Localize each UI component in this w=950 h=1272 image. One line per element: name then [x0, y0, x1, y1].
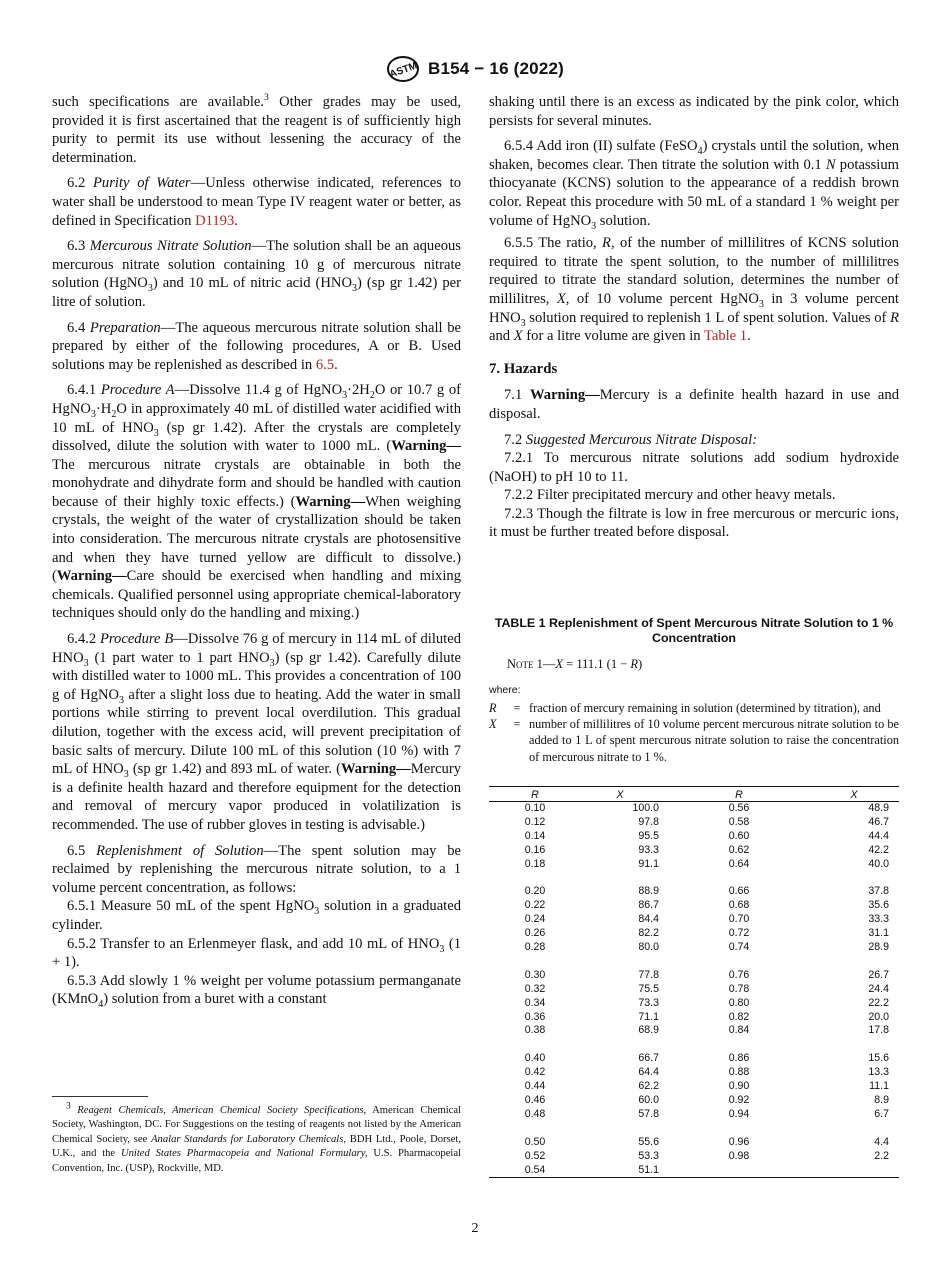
cell-x: 80.0 — [638, 941, 659, 954]
footnote-ref[interactable]: 3 — [264, 93, 269, 104]
header-r: R — [659, 787, 819, 802]
footnote-divider — [52, 1096, 148, 1097]
table-row — [489, 1136, 899, 1150]
cell-r: 0.72 — [728, 927, 750, 940]
cell-x: 17.8 — [868, 1024, 889, 1037]
cell-x: 97.8 — [638, 815, 659, 828]
table-row — [489, 1066, 899, 1080]
table-caption: TABLE 1 Replenishment of Spent Mercurous Nitrate Solution to 1 % Concentration — [494, 616, 894, 645]
section-7-heading: 7. Hazards — [489, 360, 558, 377]
cell-r: 0.78 — [728, 982, 750, 995]
table-row — [489, 802, 899, 816]
cell-r: 0.88 — [728, 1066, 750, 1079]
page-header — [0, 56, 950, 82]
cell-r: 0.48 — [524, 1107, 546, 1120]
table-row — [489, 1150, 899, 1164]
cell-r: 0.62 — [728, 843, 750, 856]
cell-x: 44.4 — [868, 829, 889, 842]
cell-r: 0.90 — [728, 1080, 750, 1093]
table-1-link[interactable]: Table 1 — [703, 328, 748, 345]
cell-x: 68.9 — [638, 1024, 659, 1037]
intro-paragraph: such specifications are available.$^3$ Other grades may be used, provided it is first ascertained that the reagent is of sufficiently high purity to permit its use without lessening the accuracy of the determination. — [52, 93, 461, 166]
cell-r: 0.22 — [524, 899, 546, 912]
table-row — [489, 885, 899, 899]
definition-x: X = number of millilitres of 10 volume percent mercurous nitrate solution to be added to 1 L of spent mercurous nitrate solution to raise the concentration of mercurous nitrate to 1 %. — [489, 717, 899, 764]
cell-x: 15.6 — [868, 1052, 889, 1065]
standard-designation: B154 − 16 (2022) — [428, 59, 564, 78]
cell-r: 0.46 — [524, 1093, 546, 1106]
section-6-5-3: 6.5.3 Add slowly 1 % weight per volume potassium permanganate (KMnO$_4$) solution from a buret with a constant — [52, 972, 461, 1011]
left-column — [52, 93, 461, 1009]
section-6-5-4: 6.5.4 Add iron (II) sulfate (FeSO$_4$) crystals until the solution, when shaken, becomes clear. Then titrate the solution with 0.1 N potassium thiocyanate (KCNS) solution to the appearance of a reddish brown color. Repeat this procedure with 50 mL of a standard 1 % weight per volume of HgNO$_3$ solution. — [489, 138, 899, 232]
cell-x: 53.3 — [638, 1149, 659, 1162]
table-row — [489, 1080, 899, 1094]
cell-r: 0.40 — [524, 1052, 546, 1065]
cell-r: 0.20 — [524, 885, 546, 898]
cell-x: 24.4 — [868, 982, 889, 995]
cell-r: 0.70 — [728, 913, 750, 926]
cell-x: 82.2 — [638, 927, 659, 940]
cell-x: 6.7 — [874, 1107, 889, 1120]
table-row — [489, 1094, 899, 1108]
cell-r: 0.16 — [524, 843, 546, 856]
group-spacer — [489, 955, 899, 969]
table-row — [489, 830, 899, 844]
replenishment-table — [489, 786, 899, 1178]
footnote: $^3$ Reagent Chemicals, American Chemical Society Specifications, American Chemical Society, Washington, DC. For Suggestions on the testing of reagents not listed by the American Chemical Society, see Analar Standards for Laboratory Chemicals, BDH Ltd., Poole, Dorset, U.K., and the United States Pharmacopeia and National Formulary, U.S. Pharmacopeial Convention, Inc. (USP), Rockville, MD. — [52, 1101, 461, 1174]
group-spacer — [489, 1122, 899, 1136]
d1193-link[interactable]: D1193 — [195, 212, 235, 229]
section-6-4-1: 6.4.1 Procedure A—Dissolve 11.4 g of $HgNO_3\cdot 2H_2O$ or 10.7 g of $HgNO_3\cdot H_2O$ in approximately 40 mL of distilled water acidified with 10 mL of $HNO_3$ (sp gr 1.42). After the crystals are completely dissolved, dilute the solution with water to 1000 mL. (Warning—The mercurous nitrate crystals are obtainable in both the monohydrate and dihydrate form and should be handled with caution because of their highly toxic effects.) (Warning—When weighing crystals, the weight of the water of crystallization should be taken into consideration. The mercurous nitrate crystals are photosensitive and when they have turned yellow are difficult to dissolve.) (Warning—Care should be exercised when handling and mixing chemicals. Qualified personnel using appropriate chemical-laboratory techniques should only do the handling and mixing.) — [52, 382, 461, 622]
cell-x: 75.5 — [638, 982, 659, 995]
table-note: Note 1—X = 111.1 (1 − R) — [507, 657, 643, 671]
table-row — [489, 1024, 899, 1038]
cell-r: 0.98 — [728, 1149, 750, 1162]
cell-x — [819, 1164, 899, 1178]
cell-x: 31.1 — [868, 927, 889, 940]
table-row — [489, 1011, 899, 1025]
cell-r: 0.24 — [524, 913, 546, 926]
cell-r: 0.30 — [524, 968, 546, 981]
spacer-cell — [489, 872, 899, 886]
header-r: R — [489, 787, 581, 802]
definition-r: R = fraction of mercury remaining in solution (determined by titration), and — [489, 701, 881, 715]
section-6-4-2: 6.4.2 Procedure B—Dissolve 76 g of mercury in 114 mL of diluted $HNO_3$ (1 part water to 1 part $HNO_3$) (sp gr 1.42). Carefully dilute with distilled water to 1000 mL. This provides a concentration of 100 g of HgNO$_3$ after a slight loss due to heating. Add the water in small portions while stirring to prevent local overdilution. This gradual dilution, together with the excess acid, will prevent precipitation of basic salts of mercury. Dilute 100 mL of this solution (10 %) with 7 mL of $HNO_3$ (sp gr 1.42) and 893 mL of water. (Warning—Mercury is a definite health hazard and therefore equipment for the detection and removal of mercury vapor produced in volatilization is recommended. The use of rubber gloves in testing is advisable.) — [52, 631, 462, 833]
cell-x: 84.4 — [638, 913, 659, 926]
cell-r: 0.96 — [728, 1135, 750, 1148]
cell-x: 91.1 — [638, 857, 659, 870]
group-spacer — [489, 872, 899, 886]
cell-r: 0.56 — [728, 802, 750, 814]
cell-r: 0.68 — [728, 899, 750, 912]
cell-r — [659, 1164, 819, 1178]
cell-x: 62.2 — [638, 1080, 659, 1093]
cell-r: 0.34 — [524, 996, 546, 1009]
cell-x: 55.6 — [638, 1135, 659, 1148]
cell-x: 37.8 — [868, 885, 889, 898]
cell-x: 100.0 — [632, 802, 659, 814]
header-x: X — [819, 787, 899, 802]
cell-x: 22.2 — [868, 996, 889, 1009]
section-7-2-2: 7.2.2 Filter precipitated mercury and other heavy metals. — [504, 487, 836, 504]
cell-r: 0.52 — [524, 1149, 546, 1162]
cell-x: 86.7 — [638, 899, 659, 912]
section-7-2-1: 7.2.1 To mercurous nitrate solutions add sodium hydroxide (NaOH) to pH 10 to 11. — [489, 450, 899, 485]
cell-x: 71.1 — [638, 1010, 659, 1023]
table-header-row — [489, 787, 899, 802]
table-row — [489, 858, 899, 872]
cell-x: 51.1 — [638, 1163, 659, 1176]
cell-x: 46.7 — [868, 815, 889, 828]
cell-r: 0.18 — [524, 857, 546, 870]
spacer-cell — [489, 1038, 899, 1052]
cell-x: 4.4 — [874, 1135, 889, 1148]
section-6-5-2: 6.5.2 Transfer to an Erlenmeyer flask, and add 10 mL of $HNO_3$ (1 + 1). — [52, 935, 461, 971]
cell-x: 48.9 — [868, 802, 889, 814]
cell-r: 0.12 — [524, 815, 546, 828]
spacer-cell — [489, 1122, 899, 1136]
section-6-5-3-cont: shaking until there is an excess as indicated by the pink color, which persists for several minutes. — [489, 94, 899, 129]
cell-r: 0.54 — [524, 1163, 546, 1176]
cell-x: 88.9 — [638, 885, 659, 898]
cell-r: 0.76 — [728, 968, 750, 981]
astm-logo-icon — [386, 56, 420, 82]
cell-r: 0.66 — [728, 885, 750, 898]
cell-r: 0.50 — [524, 1135, 546, 1148]
cell-x: 33.3 — [868, 913, 889, 926]
table-row — [489, 844, 899, 858]
cell-x: 20.0 — [868, 1010, 889, 1023]
cell-x: 77.8 — [638, 968, 659, 981]
group-spacer — [489, 1038, 899, 1052]
cell-r: 0.28 — [524, 941, 546, 954]
section-7-1: 7.1 Warning—Mercury is a definite health hazard in use and disposal. — [489, 387, 900, 422]
table-row — [489, 1052, 899, 1066]
cell-r: 0.94 — [728, 1107, 750, 1120]
section-6-4: 6.4 Preparation—The aqueous mercurous nitrate solution shall be prepared by either of the following procedures, A or B. Used solutions may be replenished as described in 6.5. — [52, 319, 462, 373]
cell-x: 26.7 — [868, 968, 889, 981]
cell-x: 64.4 — [638, 1066, 659, 1079]
cell-r: 0.42 — [524, 1066, 546, 1079]
cell-r: 0.64 — [728, 857, 750, 870]
cell-x: 60.0 — [638, 1093, 659, 1106]
section-6-3: 6.3 Mercurous Nitrate Solution—The solution shall be an aqueous mercurous nitrate solution containing 10 g of mercurous nitrate solution (HgNO$_3$) and 10 mL of nitric acid $(HNO_3)$ (sp gr 1.42) per litre of solution. — [52, 238, 462, 310]
cell-x: 93.3 — [638, 843, 659, 856]
where-label: where: — [489, 684, 521, 696]
section-6-5-link[interactable]: 6.5 — [315, 356, 335, 373]
table-body — [489, 802, 899, 1178]
section-7-2-3: 7.2.3 Though the filtrate is low in free mercurous or mercuric ions, it must be further treated before disposal. — [489, 505, 899, 541]
cell-x: 35.6 — [868, 899, 889, 912]
section-7-2: 7.2 Suggested Mercurous Nitrate Disposal: — [504, 431, 758, 448]
table-row — [489, 941, 899, 955]
table-row — [489, 1164, 899, 1178]
cell-x: 95.5 — [638, 829, 659, 842]
cell-x: 73.3 — [638, 996, 659, 1009]
section-6-5-1: 6.5.1 Measure 50 mL of the spent HgNO$_3$ solution in a graduated cylinder. — [52, 898, 461, 933]
cell-r: 0.26 — [524, 927, 546, 940]
cell-r: 0.92 — [728, 1093, 750, 1106]
table-row — [489, 997, 899, 1011]
cell-r: 0.36 — [524, 1010, 546, 1023]
table-row — [489, 969, 899, 983]
page-number: 2 — [471, 1221, 479, 1236]
variable-definitions — [489, 700, 899, 765]
table-row — [489, 983, 899, 997]
cell-r: 0.58 — [728, 815, 750, 828]
spacer-cell — [489, 955, 899, 969]
cell-x: 66.7 — [638, 1052, 659, 1065]
table-row — [489, 1108, 899, 1122]
table-row — [489, 816, 899, 830]
cell-r: 0.74 — [728, 941, 750, 954]
cell-r: 0.44 — [524, 1080, 546, 1093]
header-x: X — [581, 787, 659, 802]
cell-x: 28.9 — [868, 941, 889, 954]
table-row — [489, 913, 899, 927]
cell-r: 0.82 — [728, 1010, 750, 1023]
table-row — [489, 927, 899, 941]
cell-r: 0.84 — [728, 1024, 750, 1037]
cell-x: 40.0 — [868, 857, 889, 870]
cell-r: 0.38 — [524, 1024, 546, 1037]
cell-x: 13.3 — [868, 1066, 889, 1079]
cell-r: 0.60 — [728, 829, 750, 842]
cell-r: 0.14 — [524, 829, 546, 842]
cell-r: 0.32 — [524, 982, 546, 995]
cell-x: 8.9 — [874, 1093, 889, 1106]
table-row — [489, 899, 899, 913]
cell-r: 0.10 — [524, 802, 546, 814]
section-6-2: 6.2 Purity of Water—Unless otherwise indicated, references to water shall be understood to mean Type IV reagent water or better, as defined in Specification D1193. — [52, 175, 462, 229]
section-6-5-5: 6.5.5 The ratio, R, of the number of millilitres of KCNS solution required to titrate the spent solution, to the number of millilitres required to titrate the standard solution, determines the number of millilitres, X, of 10 volume percent HgNO$_3$ in 3 volume percent $HNO_3$ solution required to replenish 1 L of spent solution. Values of R and X for a litre volume are given in Table 1. — [489, 235, 899, 345]
cell-x: 57.8 — [638, 1107, 659, 1120]
section-6-5: 6.5 Replenishment of Solution—The spent solution may be reclaimed by replenishing the mercurous nitrate solution, to a 1 volume percent concentration, as follows: — [52, 842, 461, 896]
cell-x: 2.2 — [874, 1149, 889, 1162]
cell-r: 0.86 — [728, 1052, 750, 1065]
right-column — [489, 93, 899, 542]
cell-x: 42.2 — [868, 843, 889, 856]
cell-r: 0.80 — [728, 996, 750, 1009]
svg-text:ASTM: ASTM — [388, 60, 419, 81]
cell-x: 11.1 — [869, 1080, 889, 1093]
